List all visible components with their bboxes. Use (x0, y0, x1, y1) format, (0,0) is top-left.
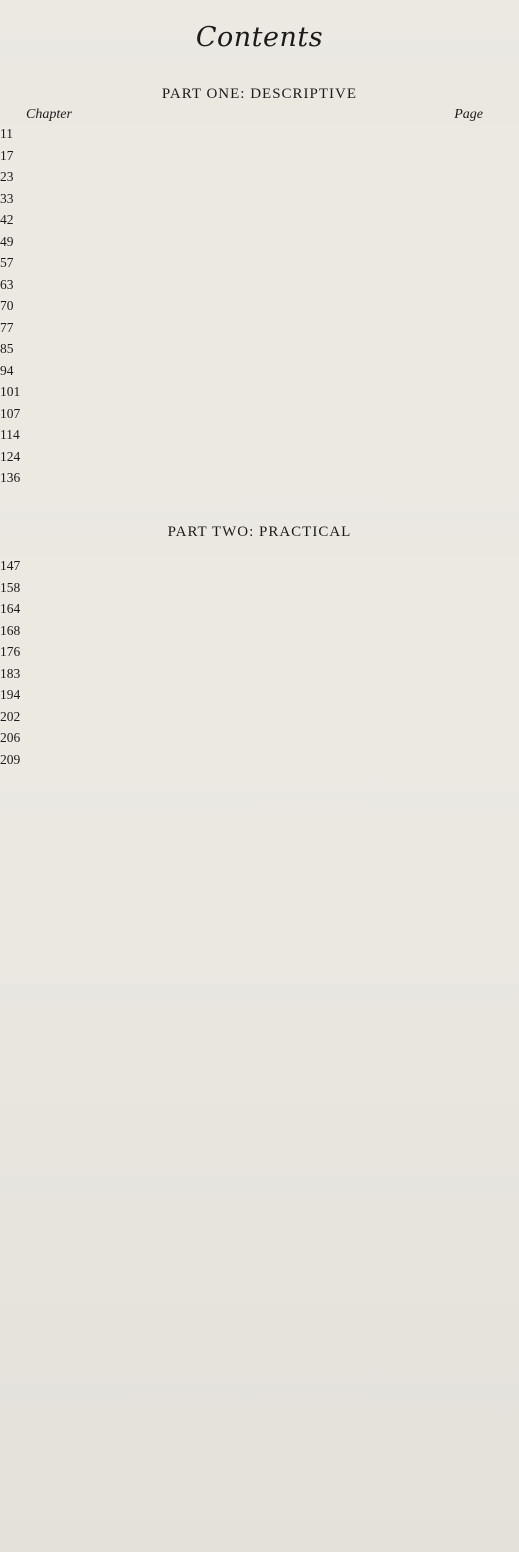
toc-entry (0, 427, 519, 449)
toc-entry (0, 449, 519, 471)
part-one-contents-list (0, 126, 519, 492)
toc-entry (0, 234, 519, 256)
toc-entry (0, 558, 519, 580)
toc-entry (0, 406, 519, 428)
toc-entry (0, 470, 519, 492)
page-number: 136 (0, 470, 519, 1270)
toc-entry (0, 666, 519, 688)
toc-entry (0, 384, 519, 406)
page-title: Contents (195, 22, 324, 53)
page-number: 101 (0, 384, 519, 1184)
page-number: 202 (0, 709, 519, 1509)
part-two-heading: PART TWO: PRACTICAL (167, 524, 352, 540)
page-number: 209 (0, 752, 519, 1552)
toc-entry (0, 255, 519, 277)
page-number: 23 (0, 169, 519, 969)
toc-entry (0, 601, 519, 623)
page-number: 85 (0, 341, 519, 1141)
page-number: 33 (0, 191, 519, 991)
page-number: 63 (0, 277, 519, 1077)
toc-entry (0, 126, 519, 148)
toc-entry (0, 148, 519, 170)
toc-entry (0, 363, 519, 385)
page-number: 42 (0, 212, 519, 1012)
toc-entry (0, 644, 519, 666)
page-number: 94 (0, 363, 519, 1163)
page-number: 194 (0, 687, 519, 1487)
page-number: 49 (0, 234, 519, 1034)
page-number: 164 (0, 601, 519, 1401)
toc-entry (0, 580, 519, 602)
toc-entry (0, 752, 519, 774)
toc-entry (0, 687, 519, 709)
page-number: 107 (0, 406, 519, 1206)
toc-entry (0, 320, 519, 342)
page-number: 70 (0, 298, 519, 1098)
page-number: 114 (0, 427, 519, 1227)
toc-entry (0, 169, 519, 191)
page-number: 158 (0, 580, 519, 1380)
toc-entry (0, 730, 519, 752)
page-number: 124 (0, 449, 519, 1249)
toc-entry (0, 341, 519, 363)
toc-entry (0, 709, 519, 731)
page-number: 77 (0, 320, 519, 1120)
page-number: 176 (0, 644, 519, 1444)
toc-entry (0, 212, 519, 234)
page-number: 206 (0, 730, 519, 1530)
part-one-heading: PART ONE: DESCRIPTIVE (161, 86, 358, 102)
page-number: 183 (0, 666, 519, 1466)
part-two-contents-list (0, 558, 519, 773)
page-number: 147 (0, 558, 519, 1358)
page-number: 11 (0, 126, 519, 926)
chapter-column-label: Chapter (26, 107, 72, 122)
page-number: 168 (0, 623, 519, 1423)
page-number: 17 (0, 148, 519, 948)
page-column-label: Page (454, 107, 483, 122)
page-number: 57 (0, 255, 519, 1055)
toc-entry (0, 277, 519, 299)
toc-entry (0, 191, 519, 213)
toc-entry (0, 623, 519, 645)
toc-entry (0, 298, 519, 320)
